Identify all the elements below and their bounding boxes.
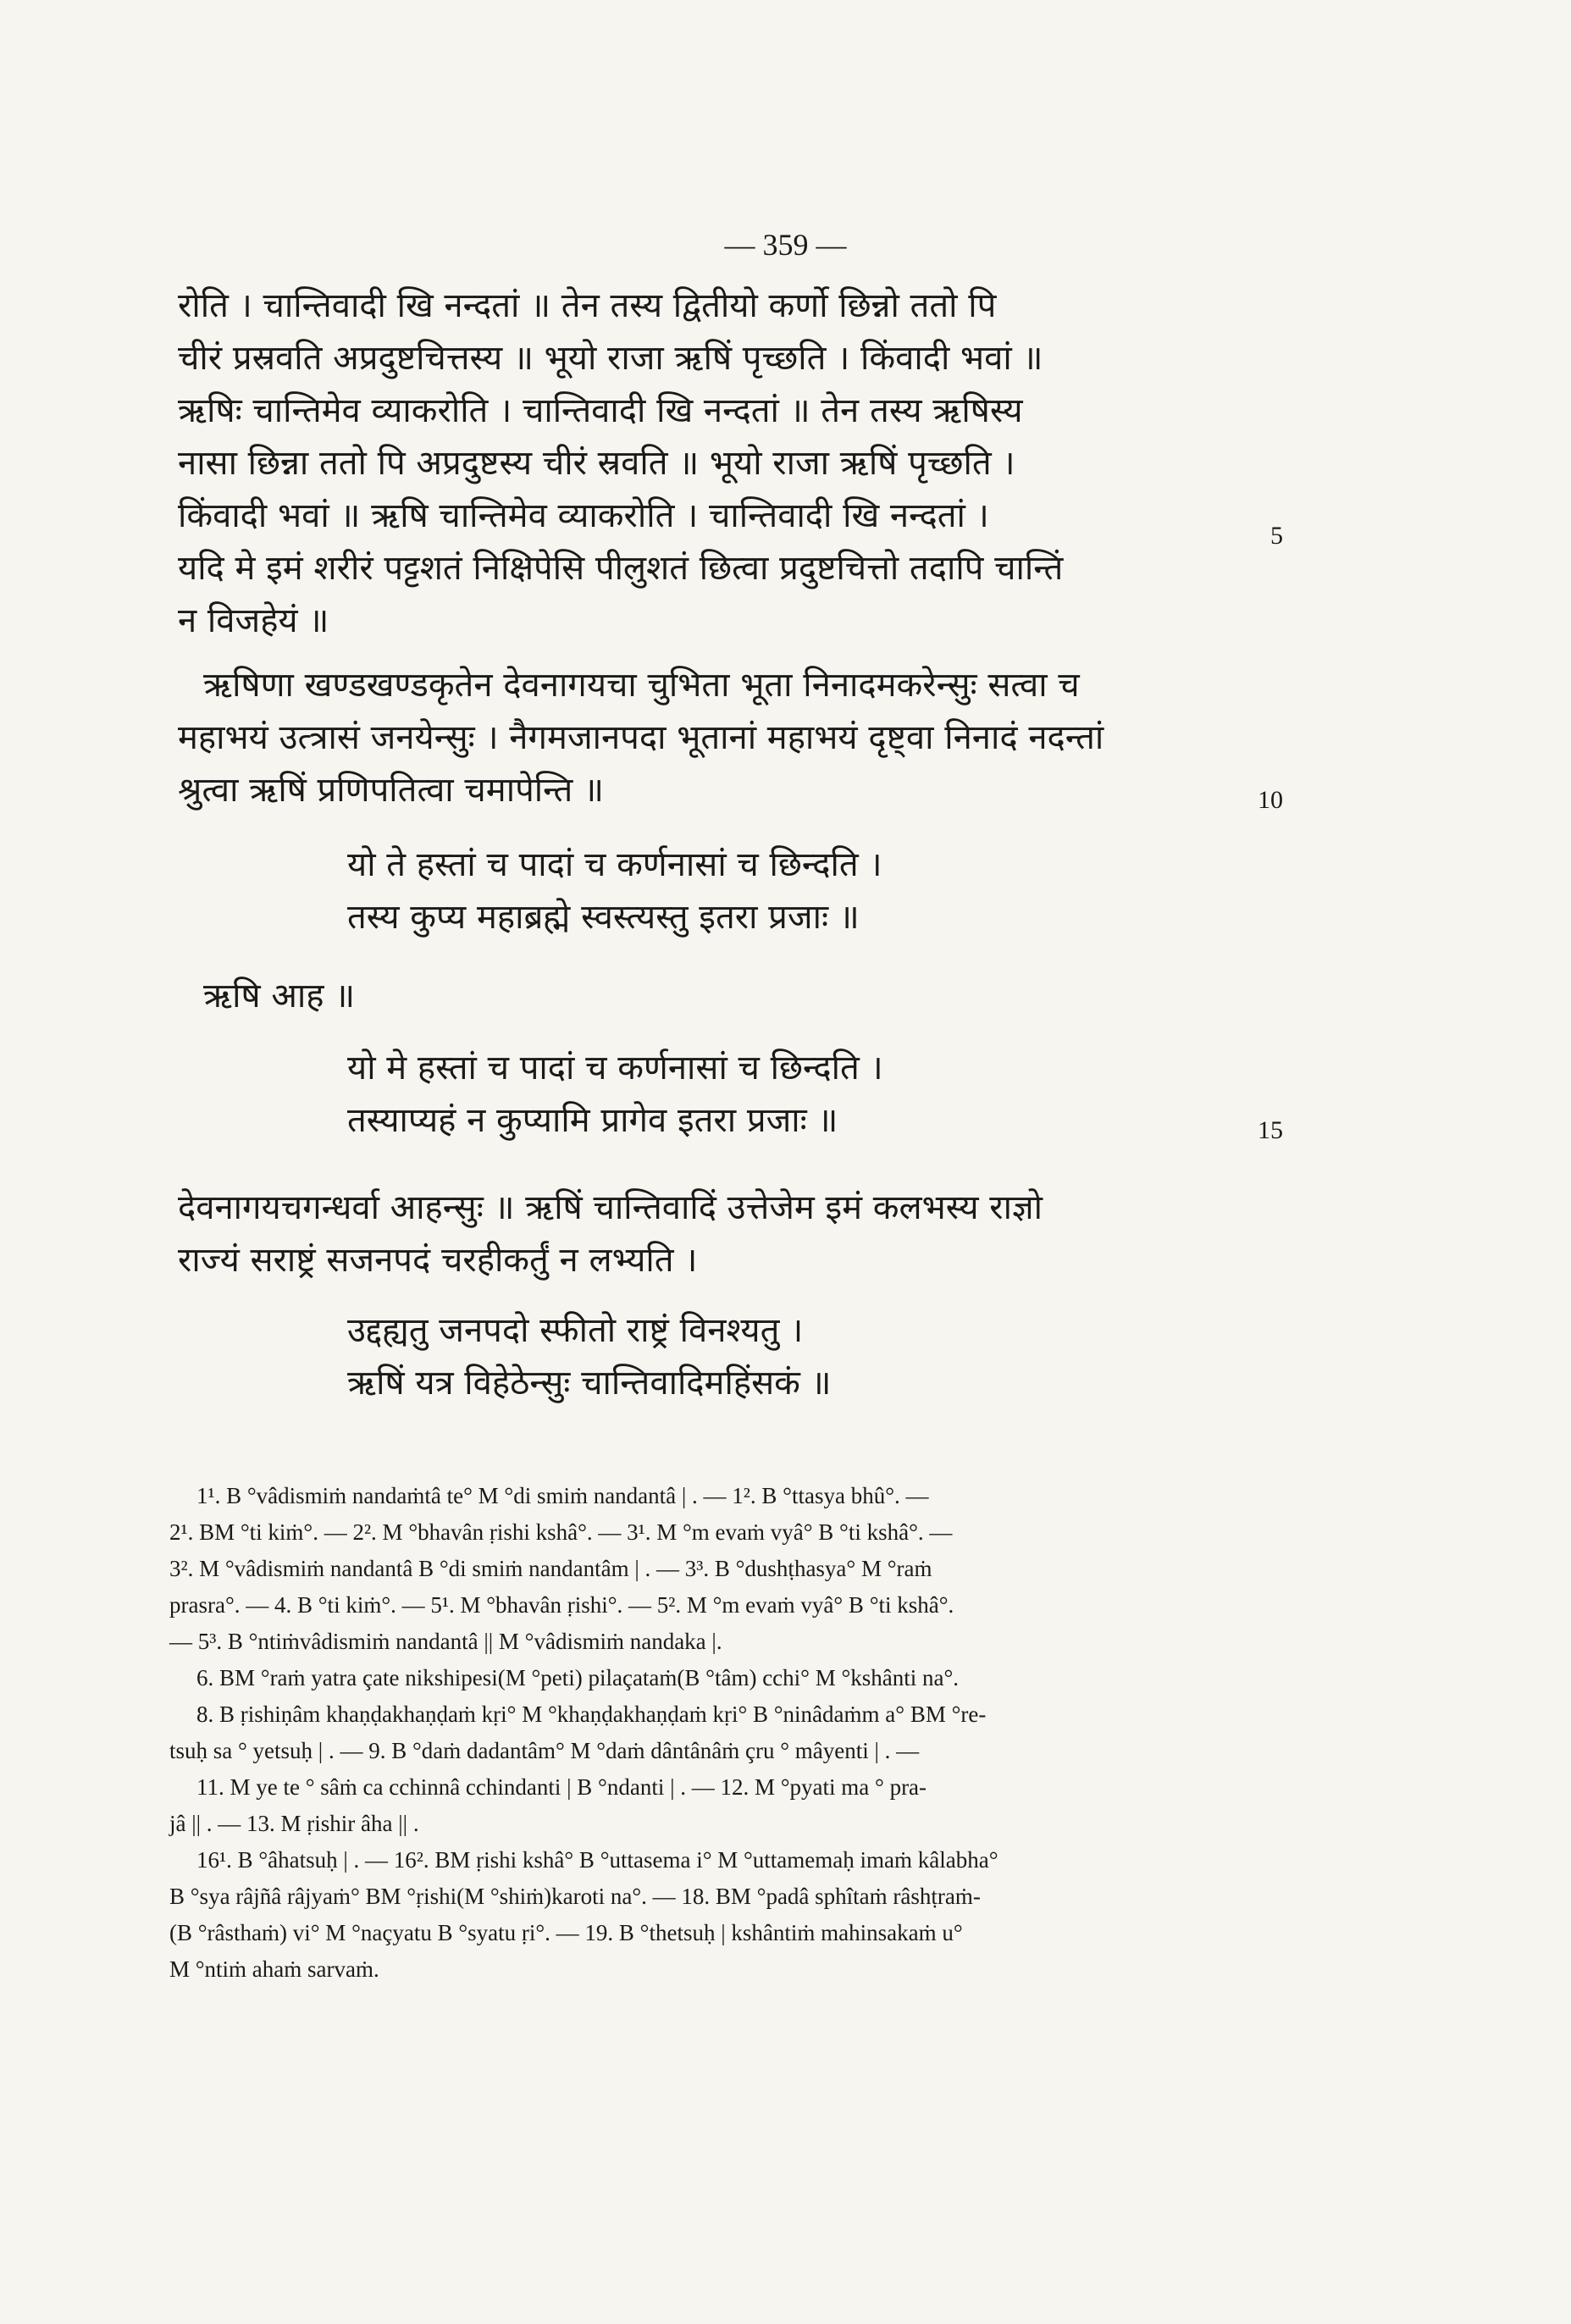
text-line: श्रुत्वा ऋषिं प्रणिपतित्वा चमापेन्ति ॥ [178, 771, 604, 810]
footnote-line: M °ntiṁ ahaṁ sarvaṁ. [169, 1956, 379, 1982]
footnotes [169, 1478, 1262, 1988]
footnote-line: jâ || . — 13. M ṛishir âha || . [169, 1811, 419, 1836]
text-line: राज्यं सराष्ट्रं सजनपदं चरहीकर्तुं न लभ्यति । [178, 1241, 698, 1280]
verse-line: उद्दह्यतु जनपदो स्फीतो राष्ट्रं विनश्यतु । [347, 1311, 804, 1350]
text-line: न विजहेयं ॥ [178, 601, 329, 640]
verse-line: यो मे हस्तां च पादां च कर्णनासां च छिन्दति । [347, 1049, 883, 1087]
text-line: ऋषि आह ॥ [203, 977, 356, 1015]
text-line: नासा छिन्ना ततो पि अप्रदुष्टस्य चीरं स्रवति ॥ भूयो राजा ऋषिं पृच्छति । [178, 444, 1015, 483]
verse-line: यो ते हस्तां च पादां च कर्णनासां च छिन्दति । [347, 845, 882, 884]
verse-line: ऋषिं यत्र विहेठेन्सुः चान्तिवादिमहिंसकं ॥ [347, 1364, 832, 1403]
text-line: महाभयं उत्त्रासं जनयेन्सुः । नैगमजानपदा भूतानां महाभयं दृष्ट्वा निनादं नदन्तां [178, 718, 1104, 757]
footnote-line: prasra°. — 4. B °ti kiṁ°. — 5¹. M °bhavân ṛishi°. — 5². M °m evaṁ vyâ° B °ti kshâ°. [169, 1592, 954, 1618]
footnote-line: 6. BM °raṁ yatra çate nikshipesi(M °peti) pilaçataṁ(B °tâm) cchi° M °kshânti na°. [196, 1665, 960, 1690]
prose-block-3 [178, 1181, 1262, 1286]
footnote-line: 8. B ṛishiṇâm khaṇḍakhaṇḍaṁ kṛi° M °khaṇḍakhaṇḍaṁ kṛi° B °ninâdaṁm a° BM °re- [196, 1702, 987, 1727]
rishi-aha [178, 970, 1262, 1022]
footnote-line: 3². M °vâdismiṁ nandantâ B °di smiṁ nandantâm | . — 3³. B °dushṭhasya° M °raṁ [169, 1556, 932, 1581]
footnote-line: 1¹. B °vâdismiṁ nandaṁtâ te° M °di smiṁ nandantâ | . — 1². B °ttasya bhû°. — [196, 1483, 929, 1508]
text-line: देवनागयचगन्धर्वा आहन्सुः ॥ ऋषिं चान्तिवादिं उत्तेजेम इमं कलभस्य राज्ञो [178, 1188, 1043, 1227]
footnote-line: (B °râsthaṁ) vi° M °naçyatu B °syatu ṛi°. — 19. B °thetsuḥ | kshântiṁ mahinsakaṁ u° [169, 1920, 963, 1945]
footnote-line: — 5³. B °ntiṁvâdismiṁ nandantâ || M °vâdismiṁ nandaka |. [169, 1629, 722, 1654]
verse-2 [178, 1042, 1262, 1147]
text-line: ऋषिः चान्तिमेव व्याकरोति । चान्तिवादी खि नन्दतां ॥ तेन तस्य ऋषिस्य [178, 391, 1023, 430]
footnote-line: tsuḥ sa ° yetsuḥ | . — 9. B °daṁ dadantâm° M °daṁ dântânâṁ çru ° mâyenti | . — [169, 1738, 920, 1763]
footnote-line: 2¹. BM °ti kiṁ°. — 2². M °bhavân ṛishi kshâ°. — 3¹. M °m evaṁ vyâ° B °ti kshâ°. — [169, 1519, 953, 1545]
footnote-line: 16¹. B °âhatsuḥ | . — 16². BM ṛishi kshâ° B °uttasema i° M °uttamemaḥ imaṁ kâlabha° [196, 1847, 998, 1873]
footnote-line: B °sya râjñâ râjyaṁ° BM °ṛishi(M °shiṁ)karoti na°. — 18. BM °padâ sphîtaṁ râshṭraṁ- [169, 1884, 981, 1909]
prose-block-1 [178, 279, 1262, 647]
text-line: रोति । चान्तिवादी खि नन्दतां ॥ तेन तस्य द्वितीयो कर्णो छिन्नो ततो पि [178, 286, 997, 325]
line-number: 15 [1258, 1116, 1283, 1144]
line-number: 10 [1258, 786, 1283, 814]
text-line: किंवादी भवां ॥ ऋषि चान्तिमेव व्याकरोति । चान्तिवादी खि नन्दतां । [178, 496, 989, 535]
text-line: यदि मे इमं शरीरं पट्टशतं निक्षिपेसि पीलुशतं छित्वा प्रदुष्टचित्तो तदापि चान्तिं [178, 549, 1064, 588]
footnote-line: 11. M ye te ° sâṁ ca cchinnâ cchindanti | B °ndanti | . — 12. M °pyati ma ° pra- [196, 1774, 927, 1800]
text-line: चीरं प्रस्रवति अप्रदुष्टचित्तस्य ॥ भूयो राजा ऋषिं पृच्छति । किंवादी भवां ॥ [178, 339, 1043, 378]
prose-block-2 [178, 659, 1262, 816]
text-line: ऋषिणा खण्डखण्डकृतेन देवनागयचा चुभिता भूता निनादमकरेन्सुः सत्वा च [203, 666, 1080, 705]
verse-line: तस्याप्यहं न कुप्यामि प्रागेव इतरा प्रजाः ॥ [347, 1101, 838, 1140]
verse-1 [178, 838, 1262, 943]
line-number: 5 [1270, 522, 1283, 550]
page-number: — 359 — [724, 228, 847, 262]
verse-3 [178, 1304, 1262, 1409]
verse-line: तस्य कुप्य महाब्रह्मे स्वस्त्यस्तु इतरा प्रजाः ॥ [347, 898, 860, 937]
